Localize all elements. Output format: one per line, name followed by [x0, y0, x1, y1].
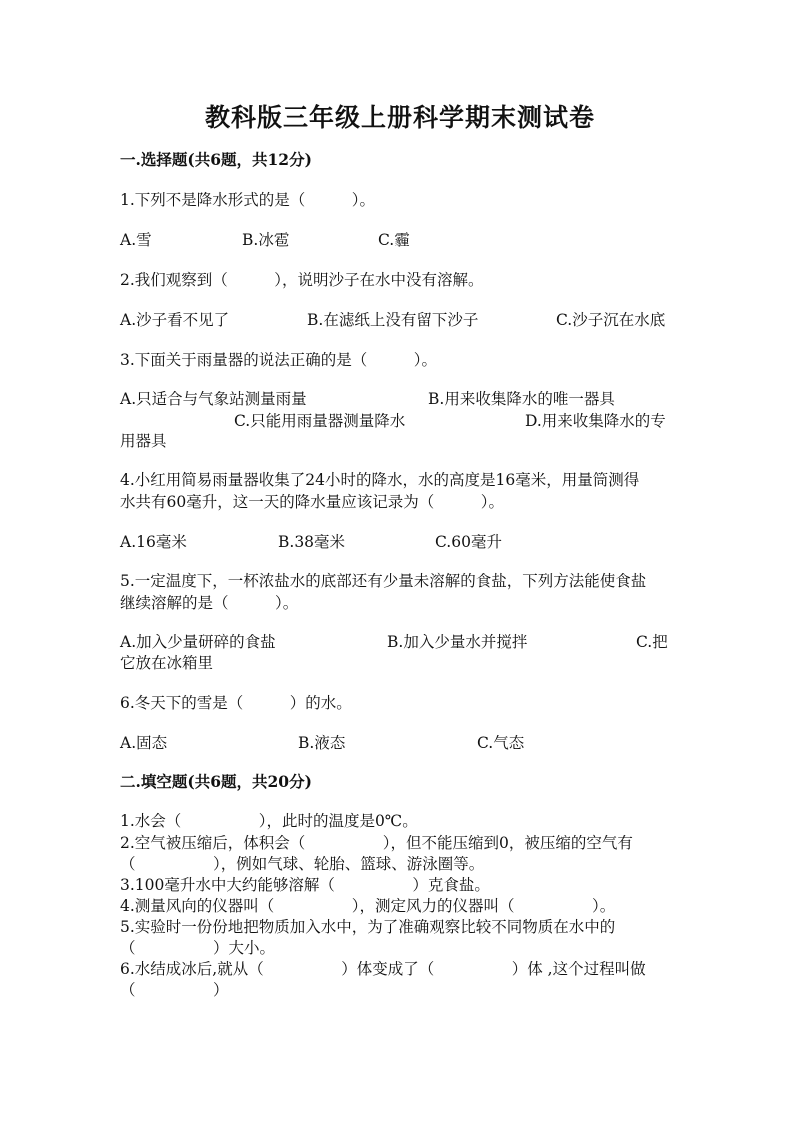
- question-6-option-c: C.气态: [477, 734, 525, 752]
- fill-question-3: 3.100毫升水中大约能够溶解（ ）克食盐。: [120, 876, 490, 894]
- question-4-option-a: A.16毫米: [120, 533, 187, 551]
- question-4-stem-line-2: 水共有60毫升，这一天的降水量应该记录为（ ）。: [120, 493, 504, 511]
- fill-question-5-line-2: （ ）大小。: [120, 939, 276, 957]
- question-3-stem: 3.下面关于雨量器的说法正确的是（ ）。: [120, 351, 438, 369]
- fill-question-4: 4.测量风向的仪器叫（ ），测定风力的仪器叫（ ）。: [120, 897, 616, 915]
- question-1-option-c: C.霾: [378, 231, 410, 249]
- fill-question-2-line-1: 2.空气被压缩后，体积会（ ），但不能压缩到0，被压缩的空气有: [120, 834, 633, 852]
- section-heading-fill-in: 二.填空题(共6题，共20分): [120, 772, 312, 791]
- question-6-option-a: A.固态: [120, 734, 168, 752]
- question-2-option-a: A.沙子看不见了: [120, 311, 230, 329]
- question-3-option-b: B.用来收集降水的唯一器具: [428, 390, 615, 408]
- question-5-option-c: C.把: [636, 633, 668, 651]
- question-2-option-b: B.在滤纸上没有留下沙子: [307, 311, 479, 329]
- question-5-stem-line-2: 继续溶解的是（ ）。: [120, 594, 299, 612]
- fill-question-2-line-2: （ ），例如气球、轮胎、篮球、游泳圈等。: [120, 855, 485, 873]
- question-2-option-c: C.沙子沉在水底: [556, 311, 666, 329]
- question-5-option-b: B.加入少量水并搅拌: [387, 633, 528, 651]
- fill-question-5-line-1: 5.实验时一份份地把物质加入水中，为了准确观察比较不同物质在水中的: [120, 918, 616, 936]
- question-5-option-c-continued: 它放在冰箱里: [120, 654, 214, 672]
- question-1-option-a: A.雪: [120, 231, 152, 249]
- question-3-option-d-continued: 用器具: [120, 432, 167, 450]
- question-1-option-b: B.冰雹: [242, 231, 290, 249]
- question-4-stem-line-1: 4.小红用简易雨量器收集了24小时的降水，水的高度是16毫米，用量筒测得: [120, 471, 640, 489]
- page-title: 教科版三年级上册科学期末测试卷: [204, 103, 595, 132]
- fill-question-1: 1.水会（ ），此时的温度是0℃。: [120, 812, 418, 830]
- question-5-stem-line-1: 5.一定温度下，一杯浓盐水的底部还有少量未溶解的食盐，下列方法能使食盐: [120, 572, 647, 590]
- question-2-stem: 2.我们观察到（ ），说明沙子在水中没有溶解。: [120, 271, 484, 289]
- fill-question-6-line-1: 6.水结成冰后,就从（ ）体变成了（ ）体 ,这个过程叫做: [120, 960, 646, 978]
- question-5-option-a: A.加入少量研碎的食盐: [120, 633, 276, 651]
- question-6-option-b: B.液态: [298, 734, 346, 752]
- question-1-stem: 1.下列不是降水形式的是（ ）。: [120, 191, 376, 209]
- question-3-option-d: D.用来收集降水的专: [525, 412, 666, 430]
- fill-question-6-line-2: （ ）: [120, 981, 229, 999]
- question-4-option-b: B.38毫米: [278, 533, 346, 551]
- question-3-option-c: C.只能用雨量器测量降水: [234, 412, 406, 430]
- question-6-stem: 6.冬天下的雪是（ ）的水。: [120, 694, 352, 712]
- question-4-option-c: C.60毫升: [435, 533, 502, 551]
- question-3-option-a: A.只适合与气象站测量雨量: [120, 390, 307, 408]
- section-heading-choice: 一.选择题(共6题，共12分): [120, 150, 312, 169]
